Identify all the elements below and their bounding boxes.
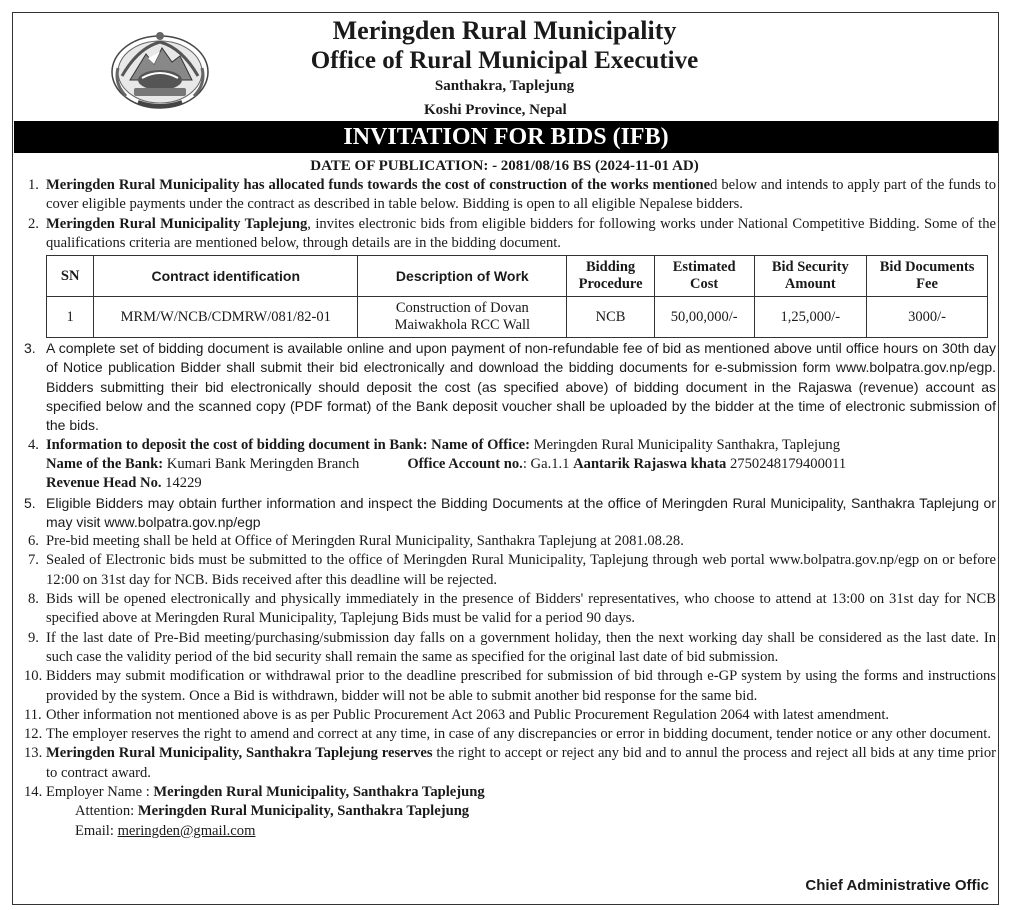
col-header: Contract identification — [94, 256, 358, 297]
signoff: Chief Administrative Offic — [805, 877, 989, 894]
table-cell: 1,25,000/- — [754, 297, 866, 338]
list-item-12: 12. The employer reserves the right to amend and correct at any time, in case of any discrepancies or error in bidding document, tender notice or any other document. — [24, 726, 992, 743]
office-name: Office of Rural Municipal Executive — [310, 47, 699, 74]
list-item-11: 11. Other information not mentioned above is as per Public Procurement Act 2063 and Public Procurement Regulation 2064 with latest amendment. — [24, 706, 890, 723]
list-item-5: 5. Eligible Bidders may obtain further information and inspect the Bidding Documents at the office of Meringden Rural Municipality, Santhakra Taplejung or may visit www.bolpatra.gov.np/egp — [24, 494, 996, 530]
col-header: SN — [47, 256, 94, 297]
table-cell: MRM/W/NCB/CDMRW/081/82-01 — [94, 297, 358, 338]
table-header-row — [47, 256, 988, 297]
table-row — [47, 297, 988, 338]
table-cell: NCB — [567, 297, 654, 338]
col-header: Estimated Cost — [654, 256, 754, 297]
list-item-7: 7. Sealed of Electronic bids must be submitted to the office of Meringden Rural Municipality, Taplejung through web portal www.bolpatra.gov.np/egp on or before 12:00 on 31st day for NCB. Bids received after this deadline will be rejected. — [28, 552, 996, 588]
notice-title: INVITATION FOR BIDS (IFB) — [14, 121, 998, 153]
table-cell: 3000/- — [867, 297, 988, 338]
list-item-8: 8. Bids will be opened electronically and physically immediately in the presence of Bidders' representatives, who choose to attend at 13:00 on 31st day for NCB specified above at Meringden Rural Municipality, Taplejung Bids must be valid for a period 90 days. — [28, 591, 996, 627]
email-link[interactable]: meringden@gmail.com — [117, 822, 256, 839]
list-item-3: 3. A complete set of bidding document is available online and upon payment of non-refundable fee of bid as mentioned above until office hours on 30th day of Notice publication Bidder shall submit their bid electronically and download the bidding documents for e-submission form www.bolpatra.gov.np/egp. Bidders submitting their bid electronically should deposit the cost (as specified above) of bidding document in the Rajaswa (revenue) account as specified below and the scanned copy (PDF format) of the Bank deposit voucher shall be uploaded by the bidder at the time of electronic submission of the bids. — [24, 340, 996, 434]
col-header: Bidding Procedure — [567, 256, 654, 297]
list-item-2: 2. Meringden Rural Municipality Taplejung, invites electronic bids from eligible bidders for following works under National Competitive Bidding. Some of the qualifications criteria are mentioned below, through details are in the bidding document. — [28, 215, 996, 251]
col-header: Bid Documents Fee — [867, 256, 988, 297]
list-item-4: 4. Information to deposit the cost of bidding document in Bank: Name of Office: Meringden Rural Municipality Santhakra, Taplejung Name of the Bank: Kumari Bank Meringden Branch Office Account no.: Ga.1.1 Aantarik Rajaswa khata 2750248179400011 Revenue Head No. 14229 — [28, 436, 847, 492]
address-line-2: Koshi Province, Nepal — [424, 102, 567, 118]
bids-table — [46, 255, 988, 338]
organization-name: Meringden Rural Municipality — [332, 16, 677, 45]
col-header: Bid Security Amount — [754, 256, 866, 297]
publication-date: DATE OF PUBLICATION: - 2081/08/16 BS (2024-11-01 AD) — [310, 158, 699, 174]
list-item-10: 10. Bidders may submit modification or withdrawal prior to the deadline prescribed for submission of bid through e-GP system by using the forms and instructions provided by the system. Once a Bid is withdrawn, bidder will not be able to submit another bid response for the same bid. — [24, 668, 996, 704]
table-cell: Construction of Dovan Maiwakhola RCC Wall — [358, 297, 567, 338]
col-header: Description of Work — [358, 256, 567, 297]
list-item-14: 14. Employer Name : Meringden Rural Municipality, Santhakra Taplejung — [24, 784, 485, 801]
list-item-1: 1. Meringden Rural Municipality has allocated funds towards the cost of construction of the works mentioned below and intends to apply part of the funds to cover eligible payments under the contract as described in table below. Bidding is open to all eligible Nepalese bidders. — [28, 177, 997, 213]
table-cell: 50,00,000/- — [654, 297, 754, 338]
notice-body — [24, 176, 996, 841]
list-item-13: 13. Meringden Rural Municipality, Santhakra Taplejung reserves the right to accept or reject any bid and to annul the process and reject all bids at any time prior to contract award. — [24, 745, 997, 781]
list-item-9: 9. If the last date of Pre-Bid meeting/purchasing/submission day falls on a government holiday, then the next working day shall be considered as the last date. In such case the validity period of the bid security shall remain the same as specified for the original last date of bid submission. — [28, 629, 996, 665]
attention-line: Attention: Meringden Rural Municipality, Santhakra Taplejung — [75, 803, 470, 820]
table-cell: 1 — [47, 297, 94, 338]
list-item-6: 6. Pre-bid meeting shall be held at Office of Meringden Rural Municipality, Santhakra Taplejung at 2081.08.28. — [28, 533, 684, 550]
email-line: Email: meringden@gmail.com — [75, 822, 256, 839]
address-line-1: Santhakra, Taplejung — [434, 78, 575, 94]
